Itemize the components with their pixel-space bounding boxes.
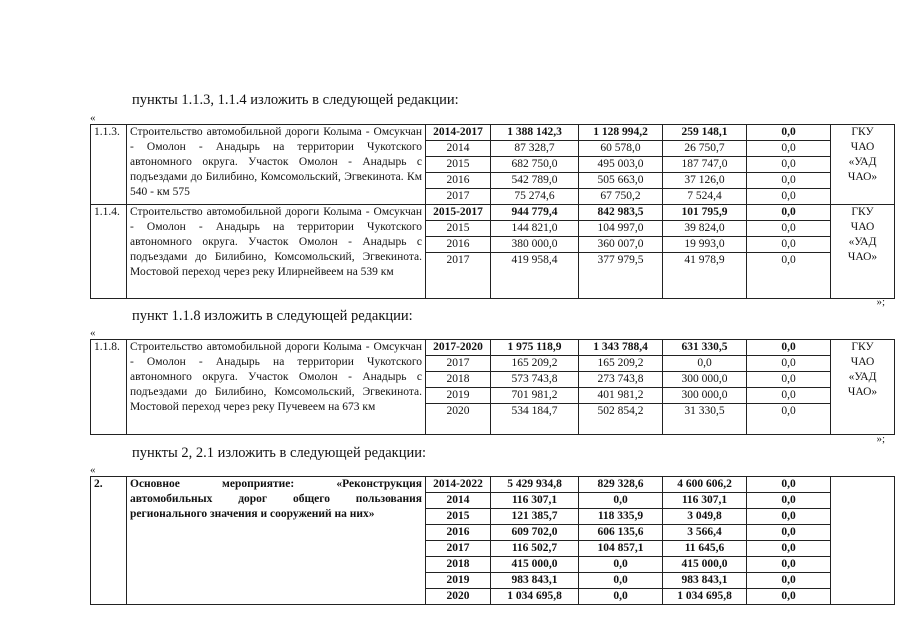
empty-cell bbox=[663, 419, 747, 435]
other-cell: 0,0 bbox=[747, 189, 831, 205]
total-cell: 983 843,1 bbox=[491, 573, 579, 589]
organization-line: ЧАО bbox=[850, 141, 875, 153]
period-cell: 2019 bbox=[426, 573, 491, 589]
other-cell: 0,0 bbox=[747, 509, 831, 525]
organization-line: «УАД bbox=[848, 156, 877, 168]
period-cell: 2014-2017 bbox=[426, 125, 491, 141]
period-cell: 2016 bbox=[426, 525, 491, 541]
other-cell: 0,0 bbox=[747, 237, 831, 253]
empty-cell bbox=[426, 283, 491, 299]
organization-line: ЧАО» bbox=[847, 251, 878, 263]
regional-cell: 7 524,4 bbox=[663, 189, 747, 205]
regional-cell: 259 148,1 bbox=[663, 125, 747, 141]
federal-cell: 606 135,6 bbox=[579, 525, 663, 541]
period-cell: 2017-2020 bbox=[426, 340, 491, 356]
item-number-cell: 1.1.4. bbox=[91, 205, 127, 299]
organization-line: «УАД bbox=[848, 236, 877, 248]
other-cell: 0,0 bbox=[747, 157, 831, 173]
period-cell: 2016 bbox=[426, 173, 491, 189]
period-cell: 2015 bbox=[426, 509, 491, 525]
regional-cell: 101 795,9 bbox=[663, 205, 747, 221]
total-cell: 165 209,2 bbox=[491, 356, 579, 372]
other-cell: 0,0 bbox=[747, 221, 831, 237]
other-cell: 0,0 bbox=[747, 205, 831, 221]
organization-cell bbox=[831, 125, 895, 205]
table-row bbox=[91, 477, 895, 493]
period-cell: 2019 bbox=[426, 388, 491, 404]
open-quote-3: « bbox=[90, 464, 96, 476]
regional-cell: 0,0 bbox=[663, 356, 747, 372]
paragraph-1: пункты 1.1.3, 1.1.4 изложить в следующей редакции: bbox=[132, 92, 459, 108]
empty-cell bbox=[579, 283, 663, 299]
regional-cell: 631 330,5 bbox=[663, 340, 747, 356]
period-cell: 2018 bbox=[426, 372, 491, 388]
organization-line: «УАД bbox=[848, 371, 877, 383]
organization-cell bbox=[831, 205, 895, 299]
open-quote-2: « bbox=[90, 327, 96, 339]
other-cell: 0,0 bbox=[747, 404, 831, 420]
total-cell: 701 981,2 bbox=[491, 388, 579, 404]
federal-cell: 360 007,0 bbox=[579, 237, 663, 253]
table-items-2-2-1 bbox=[90, 476, 895, 605]
total-cell: 573 743,8 bbox=[491, 372, 579, 388]
total-cell: 144 821,0 bbox=[491, 221, 579, 237]
federal-cell: 104 997,0 bbox=[579, 221, 663, 237]
period-cell: 2020 bbox=[426, 404, 491, 420]
total-cell: 87 328,7 bbox=[491, 141, 579, 157]
period-cell: 2015-2017 bbox=[426, 205, 491, 221]
item-number-cell: 2. bbox=[91, 477, 127, 605]
federal-cell: 495 003,0 bbox=[579, 157, 663, 173]
empty-cell bbox=[491, 419, 579, 435]
other-cell: 0,0 bbox=[747, 557, 831, 573]
item-description-cell: Основное мероприятие: «Реконструкция автомобильных дорог общего пользования регионального значения и сооружений на них» bbox=[127, 477, 426, 605]
paragraph-3: пункты 2, 2.1 изложить в следующей редакции: bbox=[132, 445, 427, 461]
empty-cell bbox=[491, 283, 579, 299]
regional-cell: 983 843,1 bbox=[663, 573, 747, 589]
regional-cell: 187 747,0 bbox=[663, 157, 747, 173]
period-cell: 2020 bbox=[426, 589, 491, 605]
regional-cell: 3 566,4 bbox=[663, 525, 747, 541]
other-cell: 0,0 bbox=[747, 173, 831, 189]
empty-cell bbox=[663, 283, 747, 299]
regional-cell: 11 645,6 bbox=[663, 541, 747, 557]
federal-cell: 0,0 bbox=[579, 589, 663, 605]
federal-cell: 0,0 bbox=[579, 557, 663, 573]
close-quote-1: »; bbox=[876, 296, 885, 308]
period-cell: 2018 bbox=[426, 557, 491, 573]
federal-cell: 1 128 994,2 bbox=[579, 125, 663, 141]
period-cell: 2017 bbox=[426, 253, 491, 269]
organization-line: ГКУ bbox=[851, 341, 874, 353]
regional-cell: 19 993,0 bbox=[663, 237, 747, 253]
federal-cell: 104 857,1 bbox=[579, 541, 663, 557]
regional-cell: 116 307,1 bbox=[663, 493, 747, 509]
total-cell: 1 388 142,3 bbox=[491, 125, 579, 141]
total-cell: 116 307,1 bbox=[491, 493, 579, 509]
other-cell: 0,0 bbox=[747, 253, 831, 269]
item-description-cell: Строительство автомобильной дороги Колыма - Омсукчан - Омолон - Анадырь на территории Чукотского автономного округа. Участок Омолон - Анадырь с подъездами до Билибино, Комсомольский, Эгвекинота. Км 540 - км 575 bbox=[127, 125, 426, 205]
total-cell: 1 975 118,9 bbox=[491, 340, 579, 356]
item-description-cell: Строительство автомобильной дороги Колыма - Омсукчан - Омолон - Анадырь на территории Чукотского автономного округа. Участок Омолон - Анадырь с подъездами до Билибино, Комсомольский, Эгвекинота. Мостовой переход через реку Пучевеем на 673 км bbox=[127, 340, 426, 435]
total-cell: 121 385,7 bbox=[491, 509, 579, 525]
federal-cell: 502 854,2 bbox=[579, 404, 663, 420]
regional-cell: 41 978,9 bbox=[663, 253, 747, 269]
federal-cell: 1 343 788,4 bbox=[579, 340, 663, 356]
other-cell: 0,0 bbox=[747, 141, 831, 157]
item-description-cell: Строительство автомобильной дороги Колыма - Омсукчан - Омолон - Анадырь на территории Чукотского автономного округа. Участок Омолон - Анадырь с подъездами до Билибино, Комсомольский, Эгвекинота. Мостовой переход через реку Илирнейвеем на 539 км bbox=[127, 205, 426, 299]
empty-cell bbox=[579, 419, 663, 435]
federal-cell: 273 743,8 bbox=[579, 372, 663, 388]
other-cell: 0,0 bbox=[747, 356, 831, 372]
total-cell: 380 000,0 bbox=[491, 237, 579, 253]
paragraph-2: пункт 1.1.8 изложить в следующей редакции: bbox=[132, 308, 413, 324]
period-cell: 2014-2022 bbox=[426, 477, 491, 493]
organization-line: ЧАО» bbox=[847, 386, 878, 398]
federal-cell: 377 979,5 bbox=[579, 253, 663, 269]
period-cell: 2014 bbox=[426, 141, 491, 157]
other-cell: 0,0 bbox=[747, 477, 831, 493]
empty-cell bbox=[491, 268, 579, 283]
regional-cell: 4 600 606,2 bbox=[663, 477, 747, 493]
other-cell: 0,0 bbox=[747, 372, 831, 388]
organization-cell bbox=[831, 477, 895, 605]
total-cell: 944 779,4 bbox=[491, 205, 579, 221]
table-item-1-1-8 bbox=[90, 339, 895, 435]
regional-cell: 39 824,0 bbox=[663, 221, 747, 237]
regional-cell: 1 034 695,8 bbox=[663, 589, 747, 605]
regional-cell: 37 126,0 bbox=[663, 173, 747, 189]
period-cell: 2016 bbox=[426, 237, 491, 253]
federal-cell: 401 981,2 bbox=[579, 388, 663, 404]
close-quote-2: »; bbox=[876, 433, 885, 445]
table-row bbox=[91, 340, 895, 356]
federal-cell: 165 209,2 bbox=[579, 356, 663, 372]
total-cell: 419 958,4 bbox=[491, 253, 579, 269]
federal-cell: 842 983,5 bbox=[579, 205, 663, 221]
organization-cell bbox=[831, 340, 895, 435]
federal-cell: 829 328,6 bbox=[579, 477, 663, 493]
other-cell: 0,0 bbox=[747, 589, 831, 605]
period-cell: 2017 bbox=[426, 189, 491, 205]
empty-cell bbox=[579, 268, 663, 283]
organization-line: ЧАО bbox=[850, 221, 875, 233]
other-cell: 0,0 bbox=[747, 493, 831, 509]
other-cell: 0,0 bbox=[747, 125, 831, 141]
total-cell: 75 274,6 bbox=[491, 189, 579, 205]
other-cell: 0,0 bbox=[747, 541, 831, 557]
federal-cell: 60 578,0 bbox=[579, 141, 663, 157]
organization-line: ЧАО» bbox=[847, 171, 878, 183]
table-row bbox=[91, 125, 895, 141]
total-cell: 609 702,0 bbox=[491, 525, 579, 541]
federal-cell: 0,0 bbox=[579, 493, 663, 509]
federal-cell: 67 750,2 bbox=[579, 189, 663, 205]
period-cell: 2017 bbox=[426, 541, 491, 557]
total-cell: 542 789,0 bbox=[491, 173, 579, 189]
regional-cell: 31 330,5 bbox=[663, 404, 747, 420]
open-quote-1: « bbox=[90, 112, 96, 124]
total-cell: 5 429 934,8 bbox=[491, 477, 579, 493]
total-cell: 534 184,7 bbox=[491, 404, 579, 420]
total-cell: 415 000,0 bbox=[491, 557, 579, 573]
other-cell: 0,0 bbox=[747, 525, 831, 541]
other-cell: 0,0 bbox=[747, 573, 831, 589]
empty-cell bbox=[747, 283, 831, 299]
federal-cell: 505 663,0 bbox=[579, 173, 663, 189]
regional-cell: 415 000,0 bbox=[663, 557, 747, 573]
item-number-cell: 1.1.3. bbox=[91, 125, 127, 205]
table-items-1-1-3-1-1-4 bbox=[90, 124, 895, 299]
empty-cell bbox=[426, 419, 491, 435]
federal-cell: 0,0 bbox=[579, 573, 663, 589]
empty-cell bbox=[747, 268, 831, 283]
regional-cell: 3 049,8 bbox=[663, 509, 747, 525]
organization-line: ГКУ bbox=[851, 126, 874, 138]
period-cell: 2015 bbox=[426, 157, 491, 173]
other-cell: 0,0 bbox=[747, 388, 831, 404]
period-cell: 2017 bbox=[426, 356, 491, 372]
regional-cell: 26 750,7 bbox=[663, 141, 747, 157]
empty-cell bbox=[426, 268, 491, 283]
empty-cell bbox=[747, 419, 831, 435]
empty-cell bbox=[663, 268, 747, 283]
federal-cell: 118 335,9 bbox=[579, 509, 663, 525]
table-row bbox=[91, 205, 895, 221]
other-cell: 0,0 bbox=[747, 340, 831, 356]
period-cell: 2014 bbox=[426, 493, 491, 509]
total-cell: 116 502,7 bbox=[491, 541, 579, 557]
organization-line: ЧАО bbox=[850, 356, 875, 368]
total-cell: 1 034 695,8 bbox=[491, 589, 579, 605]
total-cell: 682 750,0 bbox=[491, 157, 579, 173]
regional-cell: 300 000,0 bbox=[663, 388, 747, 404]
period-cell: 2015 bbox=[426, 221, 491, 237]
item-number-cell: 1.1.8. bbox=[91, 340, 127, 435]
organization-line: ГКУ bbox=[851, 206, 874, 218]
regional-cell: 300 000,0 bbox=[663, 372, 747, 388]
